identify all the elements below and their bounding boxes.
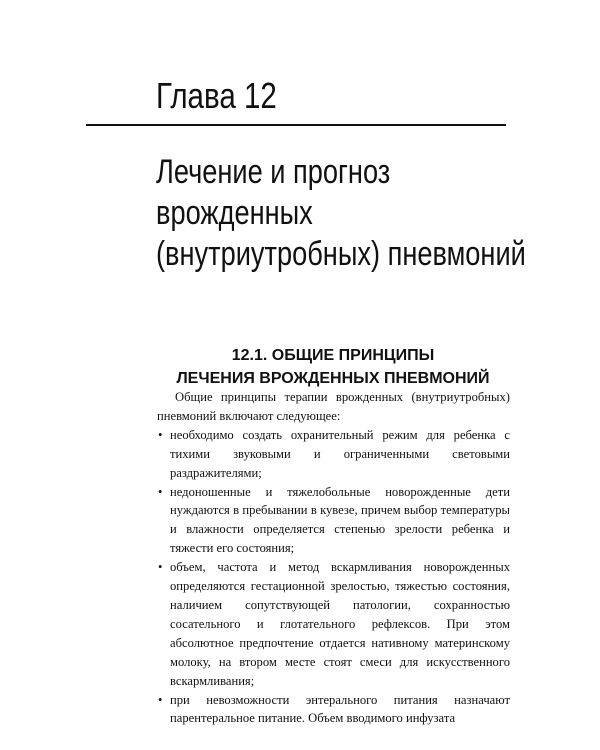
bullet-icon: • xyxy=(158,484,163,499)
list-item-text: недоношенные и тяжелобольные новорожденные дети нуждаются в пребывании в кувезе, причем выбор температуры и влажности определяется степенью зрелости ребенка и тяжести его состояния; xyxy=(170,484,510,556)
chapter-title-line: Лечение и прогноз xyxy=(156,153,391,191)
principles-list xyxy=(157,426,510,729)
section-heading xyxy=(156,344,510,390)
list-item-text: необходимо создать охранительный режим для ребенка с тихими звуковыми и ограниченными световыми раздражителями; xyxy=(170,427,510,480)
chapter-title-line: (внутриутробных) пневмоний xyxy=(156,235,526,273)
list-item-text: при невозможности энтерального питания назначают парентеральное питание. Объем вводимого инфузата xyxy=(170,692,510,726)
list-item xyxy=(157,483,510,559)
section-body xyxy=(157,388,510,728)
list-item-text: объем, частота и метод вскармливания новорожденных определяются гестационной зрелостью, тяжестью состояния, наличием сопутствующей патологии, сохранностью сосательного и глотательного рефлексов. При этом абсолютное предпочтение отдается нативному материнскому молоку, на втором месте стоят смеси для искусственного вскармливания; xyxy=(170,560,510,688)
chapter-divider xyxy=(86,124,506,126)
bullet-icon: • xyxy=(158,427,163,442)
bullet-icon: • xyxy=(158,560,163,575)
chapter-title xyxy=(156,152,526,275)
chapter-title-line: врожденных xyxy=(156,194,313,232)
intro-paragraph: Общие принципы терапии врожденных (внутриутробных) пневмоний включают следующее: xyxy=(157,390,510,423)
chapter-label: Глава 12 xyxy=(156,75,277,116)
list-item xyxy=(157,426,510,483)
list-item xyxy=(157,558,510,690)
section-heading-line: ЛЕЧЕНИЯ ВРОЖДЕННЫХ ПНЕВМОНИЙ xyxy=(176,370,490,387)
section-heading-line: 12.1. ОБЩИЕ ПРИНЦИПЫ xyxy=(231,347,435,364)
bullet-icon: • xyxy=(158,692,163,707)
list-item xyxy=(157,691,510,729)
